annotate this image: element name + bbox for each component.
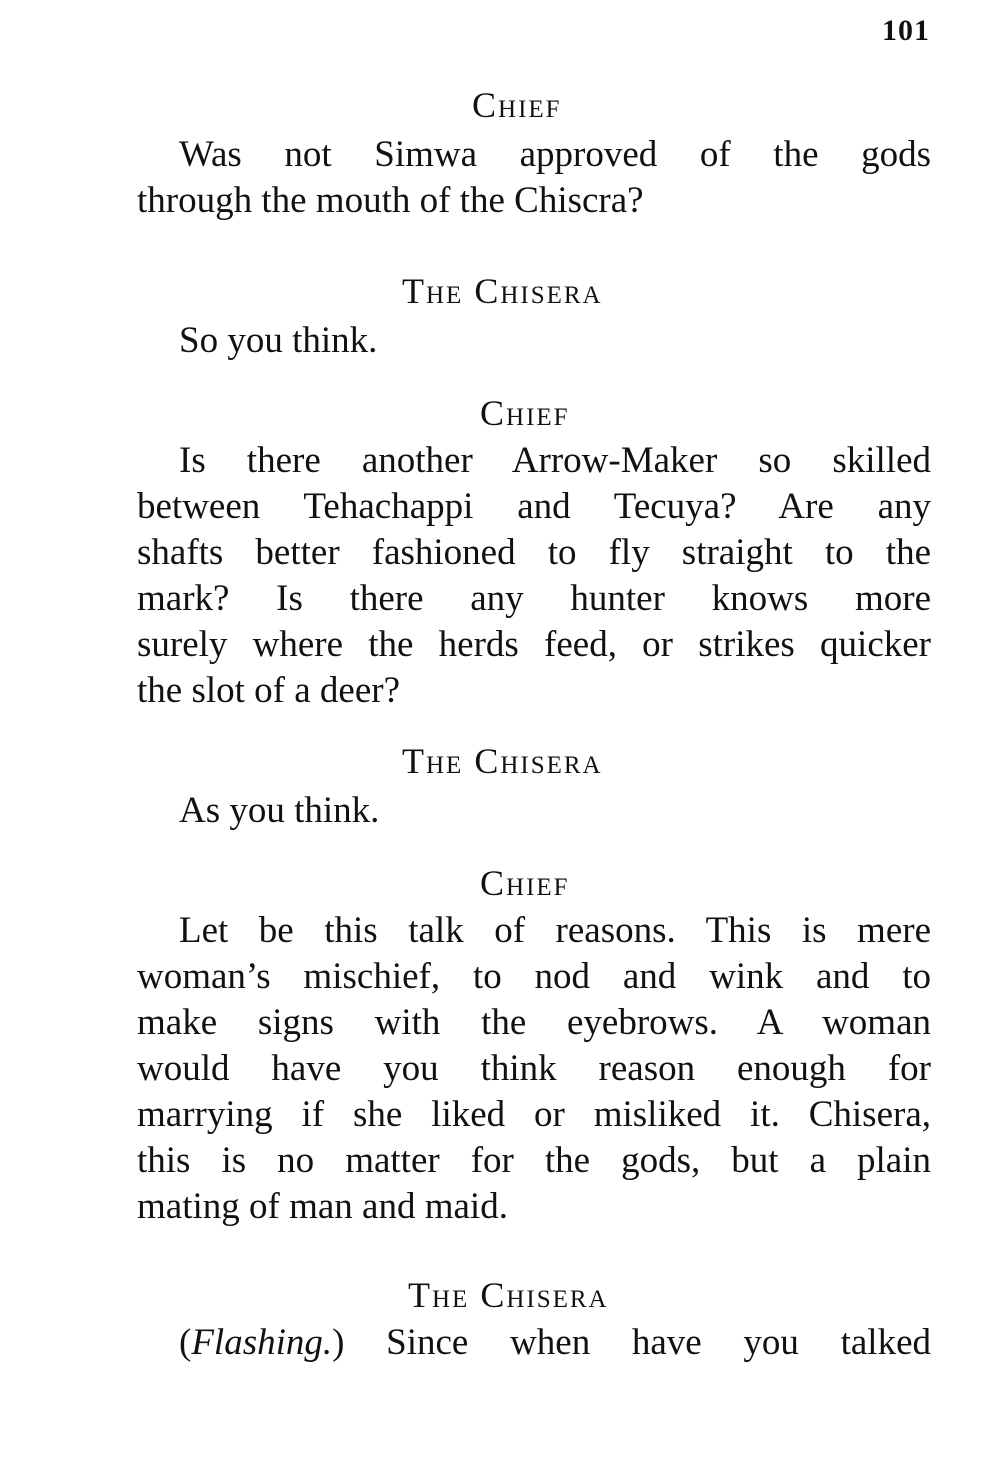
speech-paragraph (137, 1320, 931, 1366)
stage-direction-text: Flashing. (191, 1322, 333, 1363)
speech-paragraph (137, 908, 931, 1230)
text-line: surely where the herds feed, or strikes quicker (137, 624, 931, 665)
text-line: Was not Simwa approved of the gods (179, 134, 931, 175)
text-line: mark? Is there any hunter knows more (137, 578, 931, 619)
speaker-name: Chief (472, 85, 562, 125)
speech-paragraph (137, 438, 931, 714)
text-line: the slot of a deer? (137, 670, 400, 711)
text-line: So you think. (179, 320, 378, 361)
text-line: would have you think reason enough for (137, 1048, 931, 1089)
speaker-name: Chief (480, 393, 570, 433)
speech-paragraph (137, 318, 931, 364)
speech-paragraph (137, 788, 931, 834)
stage-direction: (Flashing.) (179, 1322, 345, 1363)
text-line (137, 1320, 931, 1366)
speaker-name: The Chisera (408, 1275, 609, 1315)
text-line: marrying if she liked or misliked it. Chisera, (137, 1094, 931, 1135)
text-line: this is no matter for the gods, but a plain (137, 1140, 931, 1181)
text-line: Let be this talk of reasons. This is mere (179, 910, 931, 951)
text-line: between Tehachappi and Tecuya? Are any (137, 486, 931, 527)
speaker-name: The Chisera (402, 271, 603, 311)
text-line: Is there another Arrow-Maker so skilled (179, 440, 931, 481)
text-line: mating of man and maid. (137, 1186, 508, 1227)
text-line: As you think. (179, 790, 380, 831)
speech-paragraph (137, 132, 931, 224)
text-line: make signs with the eyebrows. A woman (137, 1002, 931, 1043)
speaker-name: The Chisera (402, 741, 603, 781)
text-line-content: Since when have you talked (386, 1322, 931, 1363)
text-line: shafts better fashioned to fly straight to the (137, 532, 931, 573)
text-line: woman’s mischief, to nod and wink and to (137, 956, 931, 997)
page-number: 101 (882, 14, 930, 47)
speaker-name: Chief (480, 863, 570, 903)
text-line: through the mouth of the Chiscra? (137, 180, 644, 221)
